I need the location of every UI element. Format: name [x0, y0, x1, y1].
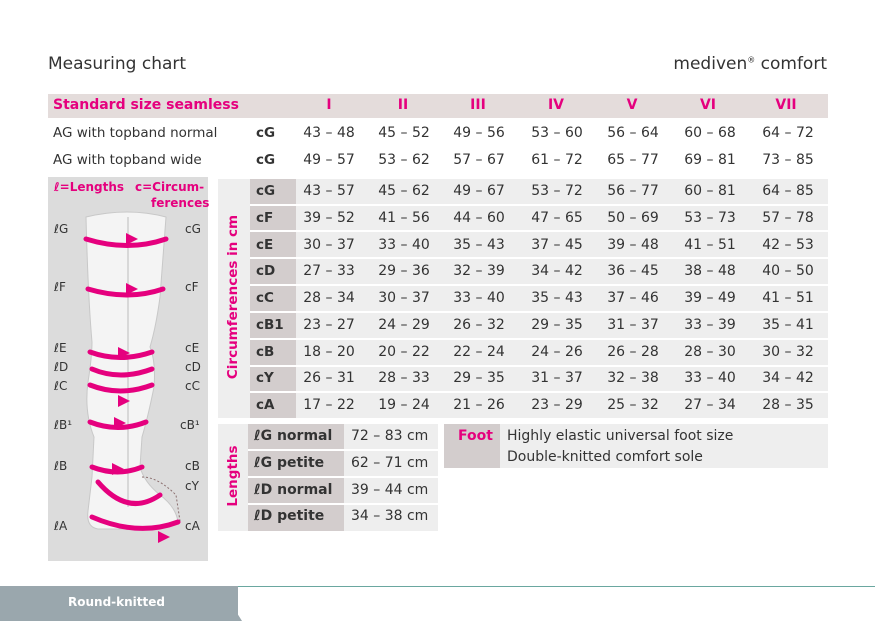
- diagram-label-lb1: ℓB¹: [54, 418, 72, 432]
- diagram-label-cy: cY: [185, 479, 199, 493]
- table-cell: 41 – 51: [762, 290, 814, 306]
- diagram-label-lb: ℓB: [54, 459, 68, 473]
- size-header-vi: VI: [699, 97, 717, 113]
- footer-rule: [238, 586, 875, 587]
- table-cell: 50 – 69: [607, 210, 659, 226]
- table-cell: 35 – 43: [531, 290, 583, 306]
- row-divider: [250, 230, 828, 232]
- table-cell: 17 – 22: [303, 397, 355, 413]
- arrow-head: [158, 531, 170, 543]
- diagram-label-la: ℓA: [54, 519, 68, 533]
- row-divider: [250, 391, 828, 393]
- table-cell: 49 – 67: [453, 183, 505, 199]
- table-cell: 61 – 72: [531, 152, 583, 168]
- diagram-label-lg: ℓG: [54, 222, 69, 236]
- table-cell: 64 – 72: [762, 125, 814, 141]
- table-cell: 69 – 81: [684, 152, 736, 168]
- diagram-label-cb1: cB¹: [180, 418, 200, 432]
- brand-label: [673, 54, 827, 74]
- diagram-label-ce: cE: [185, 341, 200, 355]
- size-header-iv: IV: [547, 97, 565, 113]
- diagram-label-cc: cC: [185, 379, 200, 393]
- table-cell: 32 – 38: [607, 370, 659, 386]
- table-cell: 32 – 39: [453, 263, 505, 279]
- table-cell: 47 – 65: [531, 210, 583, 226]
- legend-circumferences-1: c=Circum-: [135, 180, 205, 194]
- table-cell: 31 – 37: [607, 317, 659, 333]
- table-cell: 34 – 42: [762, 370, 814, 386]
- table-cell: 35 – 41: [762, 317, 814, 333]
- size-header-vii: VII: [775, 97, 797, 113]
- diagram-label-lc: ℓC: [54, 379, 68, 393]
- table-cell: 57 – 78: [762, 210, 814, 226]
- table-cell: 18 – 20: [303, 344, 355, 360]
- table-cell: 53 – 73: [684, 210, 736, 226]
- table-cell: 30 – 37: [378, 290, 430, 306]
- table-cell: 56 – 77: [607, 183, 659, 199]
- table-cell: 27 – 34: [684, 397, 736, 413]
- length-key: ℓD normal: [254, 482, 333, 498]
- page-title: Measuring chart: [48, 54, 187, 74]
- legend-circumferences-2: ferences: [151, 196, 210, 210]
- table-cell: 33 – 39: [684, 317, 736, 333]
- table-cell: 26 – 28: [607, 344, 659, 360]
- ag-normal-label: AG with topband normal: [53, 125, 218, 141]
- footer-band-tip: [216, 586, 246, 621]
- length-key: ℓG petite: [254, 455, 325, 471]
- table-cell: 39 – 52: [303, 210, 355, 226]
- diagram-label-ca: cA: [185, 519, 200, 533]
- table-cell: 35 – 43: [453, 237, 505, 253]
- table-cell: 44 – 60: [453, 210, 505, 226]
- table-cell: 24 – 29: [378, 317, 430, 333]
- length-key: ℓD petite: [254, 508, 325, 524]
- table-cell: 36 – 45: [607, 263, 659, 279]
- table-cell: 33 – 40: [378, 237, 430, 253]
- table-cell: 39 – 48: [607, 237, 659, 253]
- foot-line-1: Highly elastic universal foot size: [507, 428, 734, 444]
- row-divider: [248, 476, 438, 478]
- leg-illustration: [48, 177, 208, 561]
- table-cell: 19 – 24: [378, 397, 430, 413]
- diagram-label-cf: cF: [185, 280, 199, 294]
- legend-lengths: ℓ=Lengths: [54, 180, 125, 194]
- ag-normal-key: cG: [256, 125, 276, 141]
- table-cell: 37 – 46: [607, 290, 659, 306]
- table-cell: 23 – 29: [531, 397, 583, 413]
- table-cell: 60 – 68: [684, 125, 736, 141]
- circumference-key: cB1: [256, 317, 284, 333]
- size-header-ii: II: [397, 97, 409, 113]
- table-cell: 24 – 26: [531, 344, 583, 360]
- product-name: comfort: [760, 54, 827, 74]
- row-divider: [248, 503, 438, 505]
- table-cell: 20 – 22: [378, 344, 430, 360]
- ag-wide-label: AG with topband wide: [53, 152, 202, 168]
- diagram-label-cb: cB: [185, 459, 200, 473]
- table-cell: 33 – 40: [453, 290, 505, 306]
- row-divider: [250, 284, 828, 286]
- diagram-label-cg: cG: [185, 222, 201, 236]
- circumference-key: cE: [256, 237, 274, 253]
- row-divider: [250, 311, 828, 313]
- table-cell: 65 – 77: [607, 152, 659, 168]
- row-divider: [250, 338, 828, 340]
- table-cell: 42 – 53: [762, 237, 814, 253]
- table-cell: 37 – 45: [531, 237, 583, 253]
- row-divider: [248, 449, 438, 451]
- table-cell: 40 – 50: [762, 263, 814, 279]
- foot-label: Foot: [458, 428, 493, 444]
- table-cell: 53 – 72: [531, 183, 583, 199]
- circumference-key: cB: [256, 344, 275, 360]
- table-cell: 29 – 35: [453, 370, 505, 386]
- circumference-key: cC: [256, 290, 274, 306]
- row-divider: [250, 257, 828, 259]
- row-divider: [250, 365, 828, 367]
- foot-line-2: Double-knitted comfort sole: [507, 449, 703, 465]
- length-key: ℓG normal: [254, 428, 333, 444]
- table-cell: 23 – 27: [303, 317, 355, 333]
- table-cell: 43 – 48: [303, 125, 355, 141]
- table-cell: 64 – 85: [762, 183, 814, 199]
- table-cell: 27 – 33: [303, 263, 355, 279]
- table-cell: 28 – 34: [303, 290, 355, 306]
- table-cell: 41 – 56: [378, 210, 430, 226]
- table-cell: 49 – 57: [303, 152, 355, 168]
- brand-name: mediven: [673, 54, 748, 74]
- table-cell: 57 – 67: [453, 152, 505, 168]
- table-cell: 28 – 35: [762, 397, 814, 413]
- table-cell: 39 – 49: [684, 290, 736, 306]
- table-cell: 30 – 32: [762, 344, 814, 360]
- size-header-title: Standard size seamless: [53, 97, 239, 113]
- table-cell: 53 – 62: [378, 152, 430, 168]
- circumference-key: cD: [256, 263, 276, 279]
- diagram-label-le: ℓE: [54, 341, 67, 355]
- circumference-key: cA: [256, 397, 275, 413]
- circumference-key: cF: [256, 210, 274, 226]
- table-cell: 31 – 37: [531, 370, 583, 386]
- table-cell: 25 – 32: [607, 397, 659, 413]
- table-cell: 43 – 57: [303, 183, 355, 199]
- row-divider: [250, 204, 828, 206]
- leg-diagram: [48, 177, 208, 561]
- table-cell: 34 – 42: [531, 263, 583, 279]
- table-cell: 30 – 37: [303, 237, 355, 253]
- table-cell: 60 – 81: [684, 183, 736, 199]
- diagram-label-cd: cD: [185, 360, 201, 374]
- ag-wide-key: cG: [256, 152, 276, 168]
- table-cell: 38 – 48: [684, 263, 736, 279]
- circumferences-label: Circumferences in cm: [225, 214, 241, 380]
- length-value: 34 – 38 cm: [351, 508, 429, 524]
- length-value: 72 – 83 cm: [351, 428, 429, 444]
- table-cell: 41 – 51: [684, 237, 736, 253]
- circumference-key: cG: [256, 183, 276, 199]
- table-cell: 53 – 60: [531, 125, 583, 141]
- table-cell: 29 – 35: [531, 317, 583, 333]
- table-cell: 26 – 31: [303, 370, 355, 386]
- size-header-iii: III: [470, 97, 486, 113]
- length-value: 39 – 44 cm: [351, 482, 429, 498]
- table-cell: 26 – 32: [453, 317, 505, 333]
- table-cell: 73 – 85: [762, 152, 814, 168]
- footer-label: Round-knitted: [68, 595, 165, 609]
- table-cell: 28 – 30: [684, 344, 736, 360]
- size-header-i: I: [326, 97, 332, 113]
- table-cell: 28 – 33: [378, 370, 430, 386]
- circumference-key: cY: [256, 370, 274, 386]
- lengths-label: Lengths: [225, 445, 241, 507]
- diagram-label-lf: ℓF: [54, 280, 66, 294]
- table-cell: 45 – 62: [378, 183, 430, 199]
- table-cell: 21 – 26: [453, 397, 505, 413]
- table-cell: 45 – 52: [378, 125, 430, 141]
- table-cell: 49 – 56: [453, 125, 505, 141]
- table-cell: 29 – 36: [378, 263, 430, 279]
- diagram-label-ld: ℓD: [54, 360, 69, 374]
- table-cell: 22 – 24: [453, 344, 505, 360]
- size-header-v: V: [626, 97, 638, 113]
- length-value: 62 – 71 cm: [351, 455, 429, 471]
- table-cell: 33 – 40: [684, 370, 736, 386]
- table-cell: 56 – 64: [607, 125, 659, 141]
- registered-mark: ®: [747, 55, 756, 65]
